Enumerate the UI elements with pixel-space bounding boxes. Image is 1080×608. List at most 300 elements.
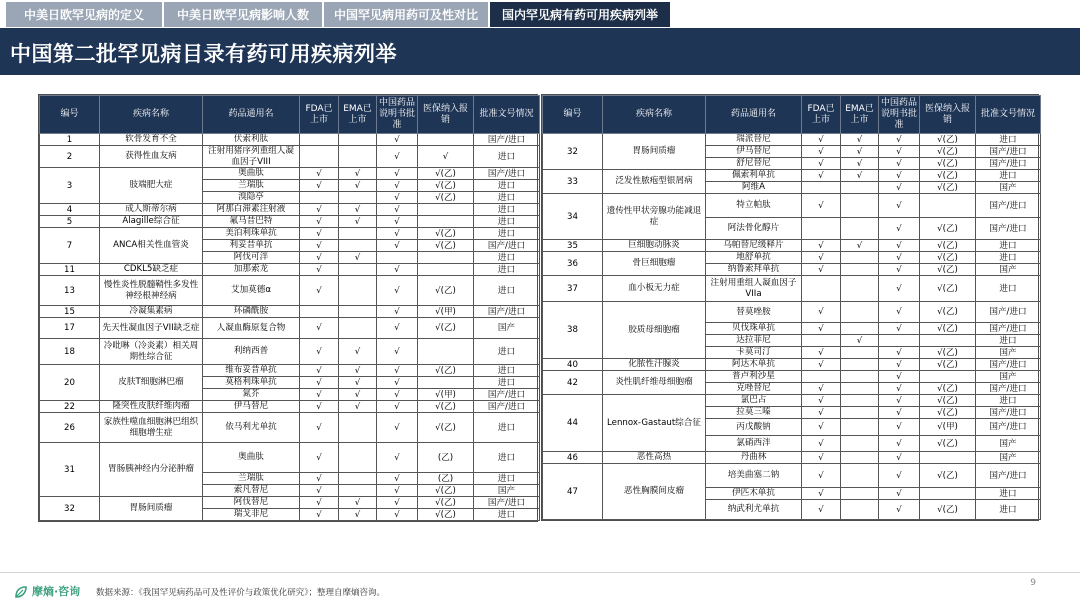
cell-insurance: √(乙) (418, 240, 474, 252)
cell-insurance: √(乙) (418, 168, 474, 180)
cell-disease: 恶性胸膜间皮瘤 (603, 464, 706, 520)
cell-cn-label: √ (879, 464, 920, 488)
cell-cn-label: √ (879, 436, 920, 452)
cell-insurance: √(乙) (920, 170, 976, 182)
cell-cn-label: √ (377, 216, 418, 228)
cell-disease: 炎性肌纤维母细胞瘤 (603, 371, 706, 395)
cell-ema: √ (339, 216, 377, 228)
cell-id: 18 (40, 339, 100, 365)
cell-id: 32 (543, 134, 603, 170)
cell-ema (841, 488, 879, 500)
cell-drug: 伊匹木单抗 (706, 488, 802, 500)
cell-ema: √ (841, 158, 879, 170)
cell-approval: 进口 (474, 204, 540, 216)
cell-disease: 骨巨细胞瘤 (603, 252, 706, 276)
table-row (40, 401, 540, 413)
cell-fda (802, 218, 841, 240)
cell-cn-label: √ (377, 401, 418, 413)
table-row (40, 168, 540, 180)
cell-insurance (418, 252, 474, 264)
col-header-fda: FDA已上市 (802, 96, 841, 134)
cell-disease: 先天性凝血因子VII缺乏症 (100, 318, 203, 339)
cell-fda: √ (802, 500, 841, 520)
cell-cn-label: √ (879, 452, 920, 464)
cell-id: 37 (543, 276, 603, 302)
cell-approval: 进口 (976, 276, 1041, 302)
cell-ema (841, 371, 879, 383)
cell-insurance (920, 488, 976, 500)
cell-drug: 依马利尤单抗 (203, 413, 300, 443)
cell-ema (841, 464, 879, 488)
cell-drug: 溴隐亭 (203, 192, 300, 204)
cell-cn-label: √ (879, 407, 920, 419)
cell-fda: √ (300, 413, 339, 443)
cell-drug: 莫格利珠单抗 (203, 377, 300, 389)
cell-id: 5 (40, 216, 100, 228)
cell-ema (841, 182, 879, 194)
cell-disease: 冷吡啉（冷炎素）相关周期性综合征 (100, 339, 203, 365)
cell-insurance (920, 194, 976, 218)
cell-disease: 成人斯蒂尔病 (100, 204, 203, 216)
cell-approval: 进口 (474, 264, 540, 276)
cell-approval: 进口 (474, 365, 540, 377)
cell-approval: 进口 (976, 395, 1041, 407)
cell-cn-label: √ (377, 204, 418, 216)
cell-cn-label: √ (879, 488, 920, 500)
cell-ema (841, 407, 879, 419)
cell-ema: √ (841, 240, 879, 252)
cell-ema (841, 302, 879, 323)
cell-cn-label: √ (377, 485, 418, 497)
table-row (543, 252, 1041, 264)
cell-drug: 注射用猪序列重组人凝血因子VIII (203, 146, 300, 168)
cell-fda: √ (802, 240, 841, 252)
cell-id: 38 (543, 302, 603, 359)
cell-cn-label: √ (879, 395, 920, 407)
cell-id: 7 (40, 228, 100, 264)
cell-cn-label: √ (377, 509, 418, 521)
cell-fda: √ (300, 276, 339, 306)
cell-cn-label: √ (879, 419, 920, 436)
table-row (543, 452, 1041, 464)
cell-disease: 隆突性皮肤纤维肉瘤 (100, 401, 203, 413)
cell-ema (841, 323, 879, 335)
cell-approval: 进口 (976, 240, 1041, 252)
cell-drug: 瑞派替尼 (706, 134, 802, 146)
cell-ema (339, 485, 377, 497)
cell-insurance (418, 134, 474, 146)
cell-fda (802, 371, 841, 383)
cell-drug: 环磷酰胺 (203, 306, 300, 318)
cell-approval: 国产 (976, 347, 1041, 359)
cell-drug: 普卢利沙星 (706, 371, 802, 383)
cell-fda: √ (802, 347, 841, 359)
cell-fda (300, 134, 339, 146)
cell-drug: 纳鲁索拜单抗 (706, 264, 802, 276)
cell-cn-label: √ (377, 365, 418, 377)
cell-drug: 兰瑞肽 (203, 180, 300, 192)
table-row (543, 302, 1041, 323)
cell-fda: √ (300, 204, 339, 216)
cell-approval: 国产/进口 (474, 401, 540, 413)
cell-ema (339, 264, 377, 276)
table-row (40, 318, 540, 339)
table-header-row (40, 96, 540, 134)
brand-logo (14, 583, 80, 599)
tab-strip (0, 0, 1080, 27)
cell-approval: 进口 (474, 276, 540, 306)
cell-id: 17 (40, 318, 100, 339)
cell-fda: √ (300, 497, 339, 509)
cell-drug: 拉莫三嗪 (706, 407, 802, 419)
cell-disease: 胶质母细胞瘤 (603, 302, 706, 359)
cell-disease: 化脓性汗腺炎 (603, 359, 706, 371)
cell-cn-label: √ (879, 500, 920, 520)
cell-cn-label: √ (377, 168, 418, 180)
table-row (40, 264, 540, 276)
cell-ema (339, 134, 377, 146)
cell-cn-label: √ (377, 318, 418, 339)
cell-ema: √ (339, 252, 377, 264)
cell-approval: 国产/进口 (474, 389, 540, 401)
left-table-body (40, 134, 540, 521)
cell-approval: 进口 (976, 488, 1041, 500)
cell-ema (339, 318, 377, 339)
cell-approval: 进口 (474, 443, 540, 473)
cell-fda: √ (802, 436, 841, 452)
cell-drug: 卡莫司汀 (706, 347, 802, 359)
cell-disease: 肢端肥大症 (100, 168, 203, 204)
cell-ema: √ (841, 335, 879, 347)
cell-approval: 进口 (474, 509, 540, 521)
cell-ema (841, 264, 879, 276)
cell-id: 44 (543, 395, 603, 452)
cell-id: 46 (543, 452, 603, 464)
col-header-cn-label: 中国药品说明书批准 (879, 96, 920, 134)
cell-approval: 国产/进口 (976, 323, 1041, 335)
table-row (543, 359, 1041, 371)
cell-ema (339, 413, 377, 443)
cell-disease: 胃肠间质瘤 (100, 497, 203, 521)
cell-cn-label: √ (377, 339, 418, 365)
cell-fda: √ (300, 377, 339, 389)
cell-id: 40 (543, 359, 603, 371)
cell-insurance: √(乙) (920, 323, 976, 335)
cell-drug: 氯硝西泮 (706, 436, 802, 452)
cell-drug: 阿维A (706, 182, 802, 194)
cell-drug: 氟马昔巴特 (203, 216, 300, 228)
cell-fda: √ (802, 395, 841, 407)
cell-fda: √ (300, 318, 339, 339)
cell-approval: 国产 (976, 264, 1041, 276)
cell-cn-label: √ (377, 389, 418, 401)
cell-insurance: √(乙) (920, 158, 976, 170)
table-header-row (543, 96, 1041, 134)
table-row (40, 146, 540, 168)
cell-fda: √ (802, 419, 841, 436)
cell-ema (339, 192, 377, 204)
table-row (40, 339, 540, 365)
cell-insurance: √(乙) (920, 359, 976, 371)
col-header-drug: 药品通用名 (203, 96, 300, 134)
cell-approval: 国产/进口 (976, 359, 1041, 371)
cell-approval: 国产/进口 (474, 134, 540, 146)
cell-id: 26 (40, 413, 100, 443)
cell-approval: 进口 (474, 413, 540, 443)
cell-approval: 国产/进口 (474, 240, 540, 252)
cell-insurance: √(乙) (418, 365, 474, 377)
cell-fda: √ (300, 240, 339, 252)
cell-id: 13 (40, 276, 100, 306)
table-row (543, 170, 1041, 182)
cell-fda (802, 182, 841, 194)
cell-drug: 奥曲肽 (203, 168, 300, 180)
cell-ema: √ (339, 365, 377, 377)
cell-insurance: √(乙) (920, 252, 976, 264)
cell-approval: 进口 (976, 500, 1041, 520)
cell-drug: 氮芥 (203, 389, 300, 401)
cell-fda: √ (802, 134, 841, 146)
cell-fda: √ (802, 158, 841, 170)
cell-insurance: √(乙) (920, 134, 976, 146)
cell-ema (339, 146, 377, 168)
cell-fda: √ (300, 339, 339, 365)
table-row (40, 134, 540, 146)
cell-disease: 家族性噬血细胞淋巴组织细胞增生症 (100, 413, 203, 443)
table-row (543, 371, 1041, 383)
cell-fda: √ (802, 359, 841, 371)
tab-drug-access-comparison[interactable]: 中国罕见病用药可及性对比 (324, 2, 488, 27)
cell-insurance: √(乙) (418, 497, 474, 509)
cell-approval: 国产/进口 (474, 497, 540, 509)
cell-cn-label: √ (377, 473, 418, 485)
cell-drug: 阿那白滞素注射液 (203, 204, 300, 216)
cell-insurance: √(乙) (418, 192, 474, 204)
cell-insurance: √(乙) (920, 436, 976, 452)
cell-drug: 索凡替尼 (203, 485, 300, 497)
cell-ema (339, 240, 377, 252)
cell-insurance: √(乙) (920, 395, 976, 407)
cell-ema (339, 306, 377, 318)
cell-cn-label: √ (377, 192, 418, 204)
cell-insurance: √(乙) (418, 401, 474, 413)
cell-approval: 国产/进口 (976, 158, 1041, 170)
tab-domestic-drug-list[interactable]: 国内罕见病有药可用疾病列举 (490, 2, 670, 27)
source-note: 数据来源：《我国罕见病药品可及性评价与政策优化研究》；整理自摩熵咨询。 (96, 588, 386, 598)
col-header-fda: FDA已上市 (300, 96, 339, 134)
cell-cn-label: √ (879, 158, 920, 170)
cell-drug: 奥曲肽 (203, 443, 300, 473)
cell-drug: 利妥昔单抗 (203, 240, 300, 252)
page-title: 中国第二批罕见病目录有药可用疾病列举 (10, 42, 397, 66)
cell-insurance: √(乙) (418, 228, 474, 240)
cell-cn-label: √ (879, 252, 920, 264)
cell-insurance: √(乙) (920, 302, 976, 323)
cell-approval: 国产/进口 (976, 383, 1041, 395)
cell-drug: 瑞戈非尼 (203, 509, 300, 521)
cell-id: 20 (40, 365, 100, 401)
cell-id: 4 (40, 204, 100, 216)
cell-approval: 国产/进口 (474, 168, 540, 180)
cell-approval: 进口 (474, 192, 540, 204)
col-header-ema: EMA已上市 (841, 96, 879, 134)
page-number: 9 (1030, 578, 1036, 588)
cell-insurance: √(乙) (418, 318, 474, 339)
cell-fda: √ (802, 194, 841, 218)
cell-fda: √ (300, 473, 339, 485)
cell-ema (841, 500, 879, 520)
cell-id: 47 (543, 464, 603, 520)
cell-fda: √ (300, 365, 339, 377)
cell-id: 22 (40, 401, 100, 413)
cell-drug: 伊马替尼 (706, 146, 802, 158)
left-disease-table (38, 94, 538, 522)
cell-drug: 特立帕肽 (706, 194, 802, 218)
cell-insurance (418, 216, 474, 228)
cell-disease: CDKL5缺乏症 (100, 264, 203, 276)
cell-insurance (418, 339, 474, 365)
cell-approval: 国产 (976, 436, 1041, 452)
cell-cn-label: √ (377, 180, 418, 192)
cell-approval: 国产 (976, 182, 1041, 194)
cell-insurance: √(乙) (920, 464, 976, 488)
cell-approval: 国产/进口 (474, 306, 540, 318)
cell-insurance: √(乙) (418, 180, 474, 192)
cell-cn-label (879, 335, 920, 347)
table-row (40, 365, 540, 377)
cell-drug: 注射用重组人凝血因子VIIa (706, 276, 802, 302)
col-header-disease: 疾病名称 (100, 96, 203, 134)
cell-approval: 进口 (474, 228, 540, 240)
cell-id: 35 (543, 240, 603, 252)
cell-disease: 获得性血友病 (100, 146, 203, 168)
cell-insurance: √(乙) (418, 413, 474, 443)
cell-approval: 国产/进口 (976, 464, 1041, 488)
cell-insurance: √(甲) (418, 306, 474, 318)
cell-drug: 美泊利珠单抗 (203, 228, 300, 240)
cell-ema: √ (339, 180, 377, 192)
cell-drug: 舒尼替尼 (706, 158, 802, 170)
cell-disease: Lennox-Gastaut综合征 (603, 395, 706, 452)
cell-drug: 地舒单抗 (706, 252, 802, 264)
cell-drug: 伊马替尼 (203, 401, 300, 413)
table-row (543, 194, 1041, 218)
logo-text: 摩熵·咨询 (32, 585, 81, 598)
cell-insurance (920, 452, 976, 464)
right-disease-table (541, 94, 1039, 521)
cell-fda: √ (802, 383, 841, 395)
cell-disease: Alagille综合征 (100, 216, 203, 228)
cell-insurance: √ (418, 146, 474, 168)
cell-disease: 血小板无力症 (603, 276, 706, 302)
cell-insurance: (乙) (418, 443, 474, 473)
cell-drug: 利纳西普 (203, 339, 300, 365)
table-row (40, 216, 540, 228)
table-row (40, 497, 540, 509)
cell-insurance: √(乙) (920, 347, 976, 359)
cell-insurance: √(乙) (920, 500, 976, 520)
cell-insurance: √(乙) (920, 383, 976, 395)
table-row (40, 306, 540, 318)
cell-ema: √ (339, 509, 377, 521)
cell-fda: √ (300, 389, 339, 401)
cell-insurance: √(乙) (920, 218, 976, 240)
col-header-id: 编号 (40, 96, 100, 134)
cell-approval: 国产/进口 (976, 194, 1041, 218)
cell-fda: √ (300, 252, 339, 264)
tab-rare-disease-population[interactable]: 中美日欧罕见病影响人数 (164, 2, 322, 27)
cell-approval: 国产 (976, 371, 1041, 383)
col-header-insurance: 医保纳入报销 (418, 96, 474, 134)
cell-fda (300, 146, 339, 168)
cell-id: 11 (40, 264, 100, 276)
cell-cn-label: √ (377, 497, 418, 509)
cell-insurance: √(乙) (920, 264, 976, 276)
cell-cn-label: √ (377, 276, 418, 306)
cell-id: 1 (40, 134, 100, 146)
cell-approval: 进口 (474, 377, 540, 389)
title-banner (0, 28, 1080, 75)
cell-fda: √ (300, 401, 339, 413)
cell-ema (841, 194, 879, 218)
cell-ema: √ (339, 497, 377, 509)
col-header-id: 编号 (543, 96, 603, 134)
table-row (40, 443, 540, 473)
cell-disease: 慢性炎性脱髓鞘性多发性神经根神经病 (100, 276, 203, 306)
cell-id: 2 (40, 146, 100, 168)
cell-insurance (418, 377, 474, 389)
cell-drug: 乌帕替尼缓释片 (706, 240, 802, 252)
cell-cn-label: √ (879, 264, 920, 276)
cell-id: 34 (543, 194, 603, 240)
cell-fda: √ (300, 228, 339, 240)
col-header-cn-label: 中国药品说明书批准 (377, 96, 418, 134)
cell-approval: 进口 (976, 335, 1041, 347)
tab-rare-disease-definition[interactable]: 中美日欧罕见病的定义 (6, 2, 162, 27)
cell-drug: 替莫唑胺 (706, 302, 802, 323)
cell-cn-label: √ (879, 302, 920, 323)
cell-cn-label: √ (377, 264, 418, 276)
table-row (543, 276, 1041, 302)
cell-cn-label: √ (879, 146, 920, 158)
col-header-disease: 疾病名称 (603, 96, 706, 134)
cell-fda: √ (802, 488, 841, 500)
cell-drug: 阿达木单抗 (706, 359, 802, 371)
cell-fda: √ (802, 464, 841, 488)
right-table-body (543, 134, 1041, 520)
cell-drug: 加那索龙 (203, 264, 300, 276)
cell-disease: 软骨发育不全 (100, 134, 203, 146)
cell-approval: 国产/进口 (976, 302, 1041, 323)
cell-drug: 伏索利肽 (203, 134, 300, 146)
cell-insurance: √(乙) (418, 485, 474, 497)
cell-ema: √ (339, 401, 377, 413)
cell-disease: ANCA相关性血管炎 (100, 228, 203, 264)
cell-ema (339, 473, 377, 485)
cell-ema (841, 359, 879, 371)
cell-drug: 培美曲塞二钠 (706, 464, 802, 488)
cell-approval: 进口 (976, 170, 1041, 182)
cell-ema: √ (339, 168, 377, 180)
cell-cn-label: √ (879, 240, 920, 252)
cell-drug: 达拉菲尼 (706, 335, 802, 347)
cell-disease: 巨细胞动脉炎 (603, 240, 706, 252)
cell-ema: √ (339, 204, 377, 216)
cell-id: 32 (40, 497, 100, 521)
cell-disease: 恶性高热 (603, 452, 706, 464)
col-header-approval: 批准文号情况 (976, 96, 1041, 134)
footer-divider (0, 572, 1080, 573)
